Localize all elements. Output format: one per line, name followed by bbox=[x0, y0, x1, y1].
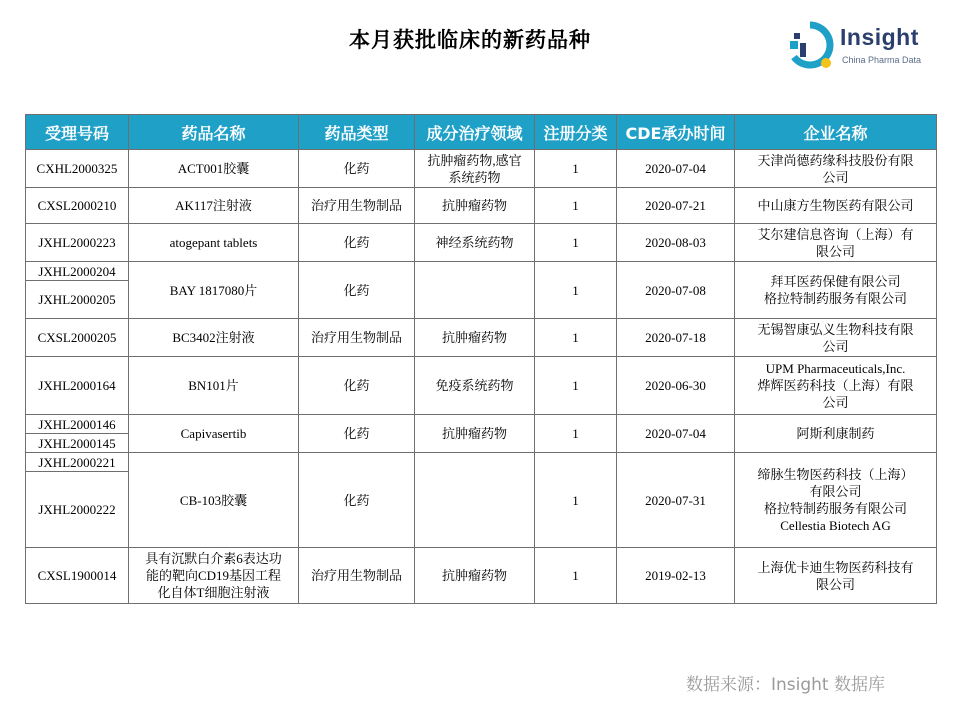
company-name-line: 限公司 bbox=[815, 576, 855, 592]
registration-class: 1 bbox=[535, 224, 617, 262]
drug-name bbox=[129, 357, 299, 415]
drug-type: 化药 bbox=[299, 150, 415, 188]
table-row bbox=[26, 357, 937, 415]
company-name bbox=[735, 262, 937, 319]
therapeutic-area-line: 抗肿瘤药物 bbox=[441, 426, 507, 441]
acceptance-number: CXSL1900014 bbox=[26, 548, 129, 604]
logo-brand: Insight bbox=[840, 24, 919, 50]
therapeutic-area bbox=[415, 319, 535, 357]
cde-date: 2020-07-21 bbox=[617, 188, 735, 224]
company-name-line: Cellestia Biotech AG bbox=[780, 518, 891, 533]
table-row bbox=[26, 319, 937, 357]
registration-class: 1 bbox=[535, 262, 617, 319]
cde-date: 2019-02-13 bbox=[617, 548, 735, 604]
company-name-line: 烨辉医药科技（上海）有限 bbox=[757, 378, 914, 393]
column-header: 受理号码 bbox=[26, 115, 129, 150]
drug-name bbox=[129, 150, 299, 188]
column-header: 成分治疗领域 bbox=[415, 115, 535, 150]
drug-name-line: 化自体T细胞注射液 bbox=[157, 585, 270, 600]
drug-name bbox=[129, 548, 299, 604]
registration-class: 1 bbox=[535, 188, 617, 224]
column-header: 药品类型 bbox=[299, 115, 415, 150]
cde-date: 2020-07-18 bbox=[617, 319, 735, 357]
table-row bbox=[26, 548, 937, 604]
company-name-line: 格拉特制药服务有限公司 bbox=[763, 501, 907, 516]
drug-name bbox=[129, 224, 299, 262]
cde-date: 2020-07-08 bbox=[617, 262, 735, 319]
company-name-line: 格拉特制药服务有限公司 bbox=[763, 291, 907, 306]
registration-class: 1 bbox=[535, 357, 617, 415]
company-name-line: 有限公司 bbox=[809, 484, 862, 499]
table-header bbox=[26, 115, 937, 150]
drug-type: 化药 bbox=[299, 224, 415, 262]
therapeutic-area-line: 抗肿瘤药物 bbox=[441, 198, 507, 213]
company-name-line: 天津尚德药缘科技股份有限 bbox=[757, 152, 914, 168]
registration-class: 1 bbox=[535, 415, 617, 453]
drug-name-line: 能的靶向CD19基因工程 bbox=[145, 568, 282, 583]
drug-name-line: BAY 1817080片 bbox=[169, 282, 258, 298]
acceptance-number: CXHL2000325 bbox=[26, 150, 129, 188]
company-name-line: 中山康方生物医药有限公司 bbox=[757, 198, 914, 213]
table-row bbox=[26, 415, 937, 434]
acceptance-number: JXHL2000223 bbox=[26, 224, 129, 262]
drug-type: 化药 bbox=[299, 415, 415, 453]
table-body bbox=[26, 150, 937, 604]
drug-type: 治疗用生物制品 bbox=[299, 319, 415, 357]
company-name bbox=[735, 319, 937, 357]
drug-type: 化药 bbox=[299, 357, 415, 415]
table-row bbox=[26, 453, 937, 472]
drug-name-line: ACT001胶囊 bbox=[177, 161, 250, 176]
acceptance-number: CXSL2000205 bbox=[26, 319, 129, 357]
company-name bbox=[735, 224, 937, 262]
therapeutic-area-line: 抗肿瘤药物,感官 bbox=[427, 152, 522, 168]
company-name-line: 无锡智康弘义生物科技有限 bbox=[757, 321, 914, 337]
acceptance-number: JXHL2000222 bbox=[26, 472, 129, 548]
acceptance-number: JXHL2000204 bbox=[26, 262, 129, 281]
company-name-line: 公司 bbox=[822, 338, 849, 354]
company-name bbox=[735, 150, 937, 188]
registration-class: 1 bbox=[535, 548, 617, 604]
therapeutic-area-line: 抗肿瘤药物 bbox=[441, 568, 507, 583]
drug-type: 化药 bbox=[299, 453, 415, 548]
company-name bbox=[735, 188, 937, 224]
therapeutic-area bbox=[415, 224, 535, 262]
drug-name-line: atogepant tablets bbox=[169, 235, 258, 250]
drug-name bbox=[129, 262, 299, 319]
drug-type: 化药 bbox=[299, 262, 415, 319]
cde-date: 2020-06-30 bbox=[617, 357, 735, 415]
acceptance-number: JXHL2000221 bbox=[26, 453, 129, 472]
cde-date: 2020-07-04 bbox=[617, 150, 735, 188]
therapeutic-area bbox=[415, 548, 535, 604]
company-name-line: 限公司 bbox=[815, 243, 855, 259]
column-header: CDE承办时间 bbox=[617, 115, 735, 150]
company-name-line: 公司 bbox=[822, 395, 849, 410]
cde-date: 2020-08-03 bbox=[617, 224, 735, 262]
therapeutic-area bbox=[415, 262, 535, 319]
therapeutic-area-line: 免疫系统药物 bbox=[435, 378, 514, 393]
therapeutic-area-line: 抗肿瘤药物 bbox=[441, 330, 507, 345]
therapeutic-area bbox=[415, 188, 535, 224]
company-name-line: 阿斯利康制药 bbox=[796, 426, 875, 441]
table-row bbox=[26, 262, 937, 281]
acceptance-number: JXHL2000145 bbox=[26, 434, 129, 453]
insight-logo bbox=[786, 18, 936, 73]
acceptance-number: JXHL2000164 bbox=[26, 357, 129, 415]
page-title: 本月获批临床的新药品种 bbox=[349, 28, 591, 52]
company-name bbox=[735, 415, 937, 453]
company-name-line: 公司 bbox=[822, 169, 849, 185]
company-name bbox=[735, 357, 937, 415]
column-header: 药品名称 bbox=[129, 115, 299, 150]
source-footnote: 数据来源：Insight 数据库 bbox=[686, 675, 886, 695]
drug-name-line: 具有沉默白介素6表达功 bbox=[145, 551, 282, 566]
company-name-line: 缔脉生物医药科技（上海） bbox=[757, 467, 914, 482]
table-row bbox=[26, 224, 937, 262]
company-name-line: 上海优卡迪生物医药科技有 bbox=[757, 559, 914, 575]
drug-name-line: AK117注射液 bbox=[175, 198, 252, 213]
registration-class: 1 bbox=[535, 453, 617, 548]
therapeutic-area bbox=[415, 415, 535, 453]
drug-name-line: BC3402注射液 bbox=[172, 330, 255, 345]
therapeutic-area bbox=[415, 357, 535, 415]
company-name bbox=[735, 453, 937, 548]
company-name-line: 拜耳医药保健有限公司 bbox=[770, 274, 901, 289]
company-name bbox=[735, 548, 937, 604]
logo-subtitle: China Pharma Data bbox=[842, 55, 922, 65]
drug-type: 治疗用生物制品 bbox=[299, 188, 415, 224]
table-row bbox=[26, 188, 937, 224]
drug-name-line: Capivasertib bbox=[180, 426, 247, 441]
therapeutic-area-line: 神经系统药物 bbox=[435, 235, 514, 250]
acceptance-number: CXSL2000210 bbox=[26, 188, 129, 224]
drug-name bbox=[129, 188, 299, 224]
insight-logo-icon bbox=[786, 21, 834, 69]
drug-table bbox=[25, 114, 937, 604]
acceptance-number: JXHL2000146 bbox=[26, 415, 129, 434]
cde-date: 2020-07-31 bbox=[617, 453, 735, 548]
acceptance-number: JXHL2000205 bbox=[26, 281, 129, 319]
therapeutic-area-line: 系统药物 bbox=[448, 169, 501, 185]
registration-class: 1 bbox=[535, 150, 617, 188]
drug-name-line: CB-103胶囊 bbox=[179, 492, 248, 508]
drug-name bbox=[129, 453, 299, 548]
therapeutic-area bbox=[415, 453, 535, 548]
table-row bbox=[26, 150, 937, 188]
registration-class: 1 bbox=[535, 319, 617, 357]
drug-name-line: BN101片 bbox=[188, 378, 239, 393]
column-header: 注册分类 bbox=[535, 115, 617, 150]
company-name-line: 艾尔建信息咨询（上海）有 bbox=[757, 226, 914, 242]
drug-type: 治疗用生物制品 bbox=[299, 548, 415, 604]
column-header: 企业名称 bbox=[735, 115, 937, 150]
cde-date: 2020-07-04 bbox=[617, 415, 735, 453]
drug-name bbox=[129, 415, 299, 453]
drug-name bbox=[129, 319, 299, 357]
therapeutic-area bbox=[415, 150, 535, 188]
company-name-line: UPM Pharmaceuticals,Inc. bbox=[765, 361, 906, 376]
